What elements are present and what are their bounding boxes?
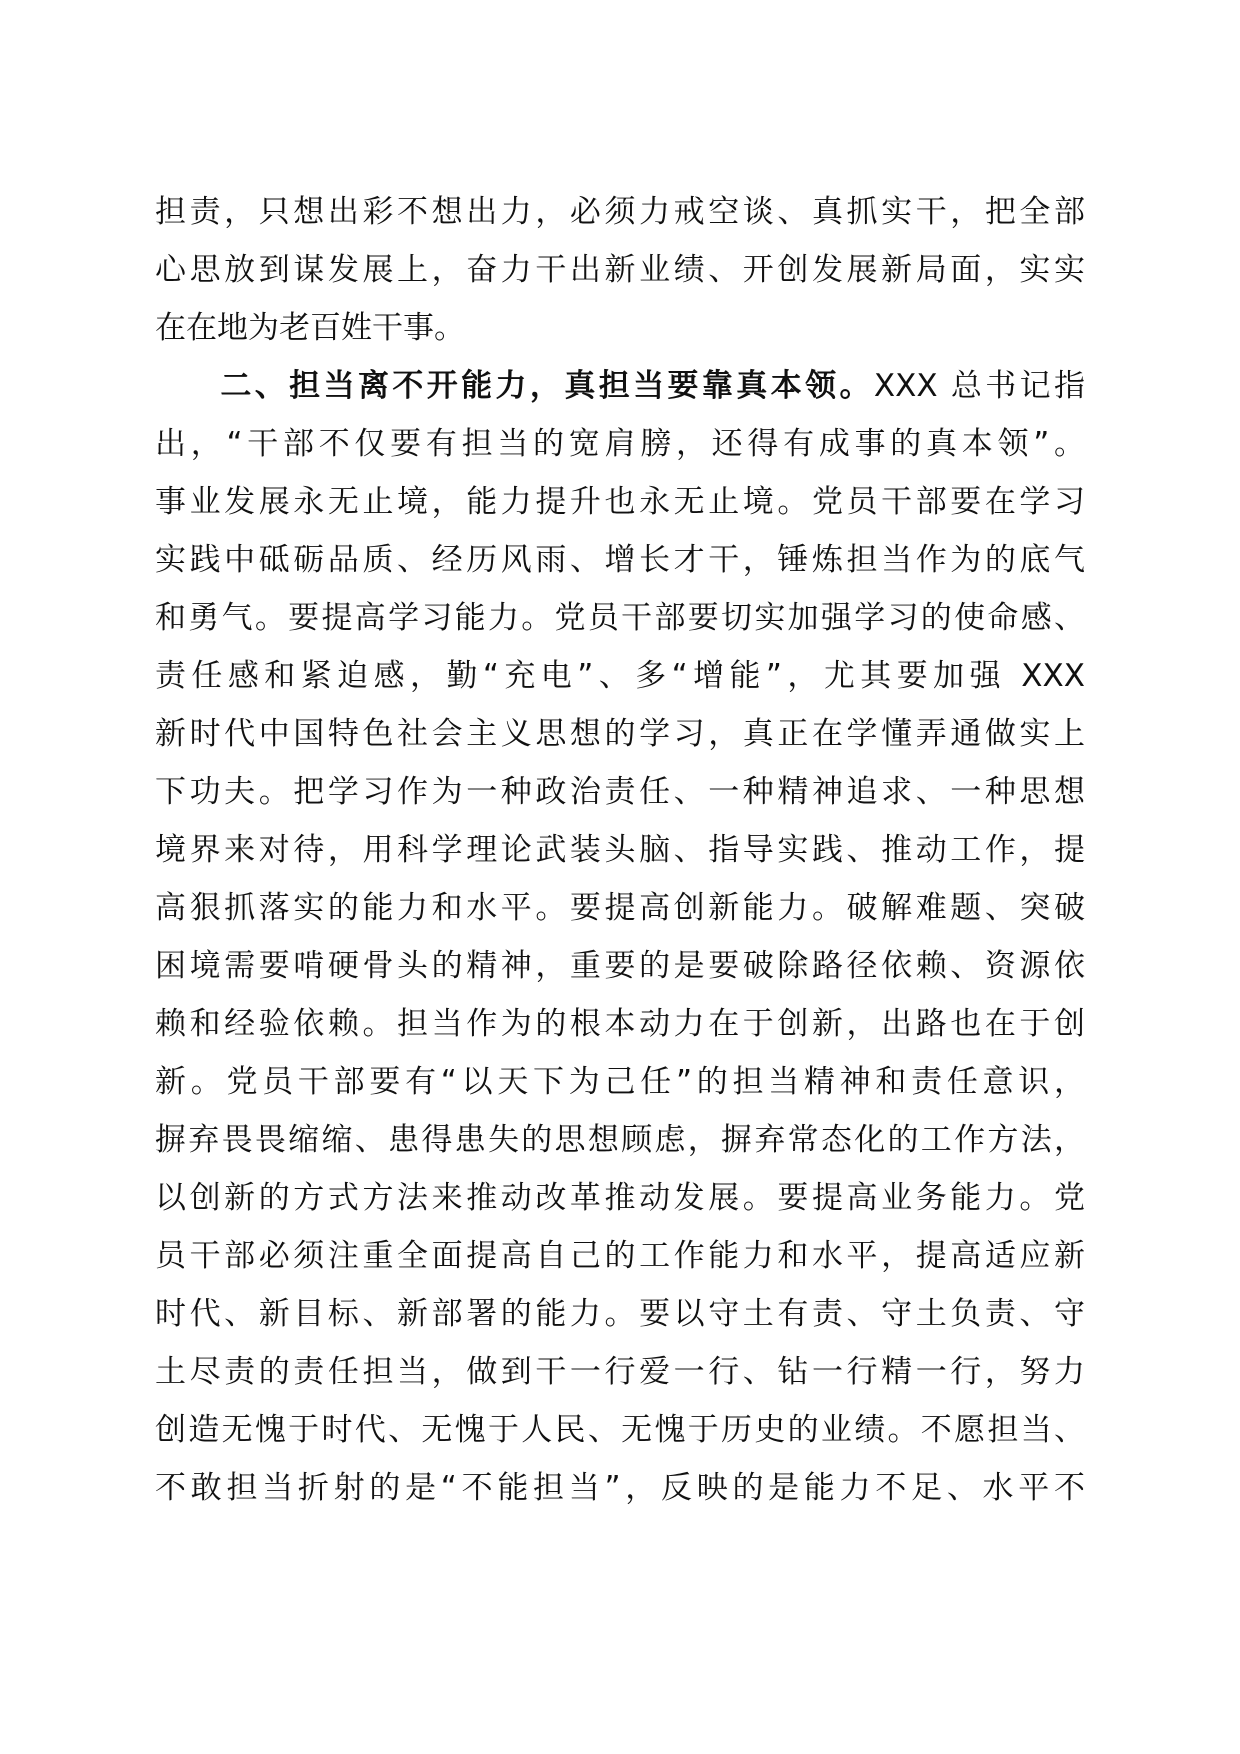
text-line: 和勇气。要提高学习能力。党员干部要切实加强学习的使命感、 (155, 600, 1085, 636)
text-line: 困境需要啃硬骨头的精神，重要的是要破除路径依赖、资源依 (155, 948, 1085, 984)
document-body (155, 183, 1085, 1517)
text-line: 土尽责的责任担当，做到干一行爱一行、钻一行精一行，努力 (155, 1354, 1085, 1390)
heading-line-rest: XXX 总书记指 (873, 368, 1085, 404)
text-line: 员干部必须注重全面提高自己的工作能力和水平，提高适应新 (155, 1238, 1085, 1274)
paragraph-1 (155, 183, 1085, 357)
text-line: 事业发展永无止境，能力提升也永无止境。党员干部要在学习 (155, 484, 1085, 520)
text-line: 责任感和紧迫感，勤“充电”、多“增能”，尤其要加强 XXX (155, 658, 1085, 694)
text-line: 赖和经验依赖。担当作为的根本动力在于创新，出路也在于创 (155, 1006, 1085, 1042)
text-line: 心思放到谋发展上，奋力干出新业绩、开创发展新局面，实实 (155, 252, 1085, 288)
text-line: 时代、新目标、新部署的能力。要以守土有责、守土负责、守 (155, 1296, 1085, 1332)
text-line: 摒弃畏畏缩缩、患得患失的思想顾虑，摒弃常态化的工作方法， (155, 1122, 1085, 1158)
text-line: 不敢担当折射的是“不能担当”，反映的是能力不足、水平不 (155, 1470, 1085, 1506)
section-heading: 二、担当离不开能力，真担当要靠真本领。 (217, 368, 874, 404)
text-line: 创造无愧于时代、无愧于人民、无愧于历史的业绩。不愿担当、 (155, 1412, 1085, 1448)
text-line: 新。党员干部要有“以天下为己任”的担当精神和责任意识， (155, 1064, 1085, 1100)
text-line: 担责，只想出彩不想出力，必须力戒空谈、真抓实干，把全部 (155, 194, 1085, 230)
text-line: 下功夫。把学习作为一种政治责任、一种精神追求、一种思想 (155, 774, 1085, 810)
text-line: 在在地为老百姓干事。 (155, 310, 465, 346)
text-line: 出，“干部不仅要有担当的宽肩膀，还得有成事的真本领”。 (155, 426, 1085, 462)
text-line: 以创新的方式方法来推动改革推动发展。要提高业务能力。党 (155, 1180, 1085, 1216)
text-line: 实践中砥砺品质、经历风雨、增长才干，锤炼担当作为的底气 (155, 542, 1085, 578)
text-line: 高狠抓落实的能力和水平。要提高创新能力。破解难题、突破 (155, 890, 1085, 926)
text-line-heading (155, 357, 1085, 415)
text-line: 新时代中国特色社会主义思想的学习，真正在学懂弄通做实上 (155, 716, 1085, 752)
paragraph-2 (155, 357, 1085, 1517)
text-line: 境界来对待，用科学理论武装头脑、指导实践、推动工作，提 (155, 832, 1085, 868)
